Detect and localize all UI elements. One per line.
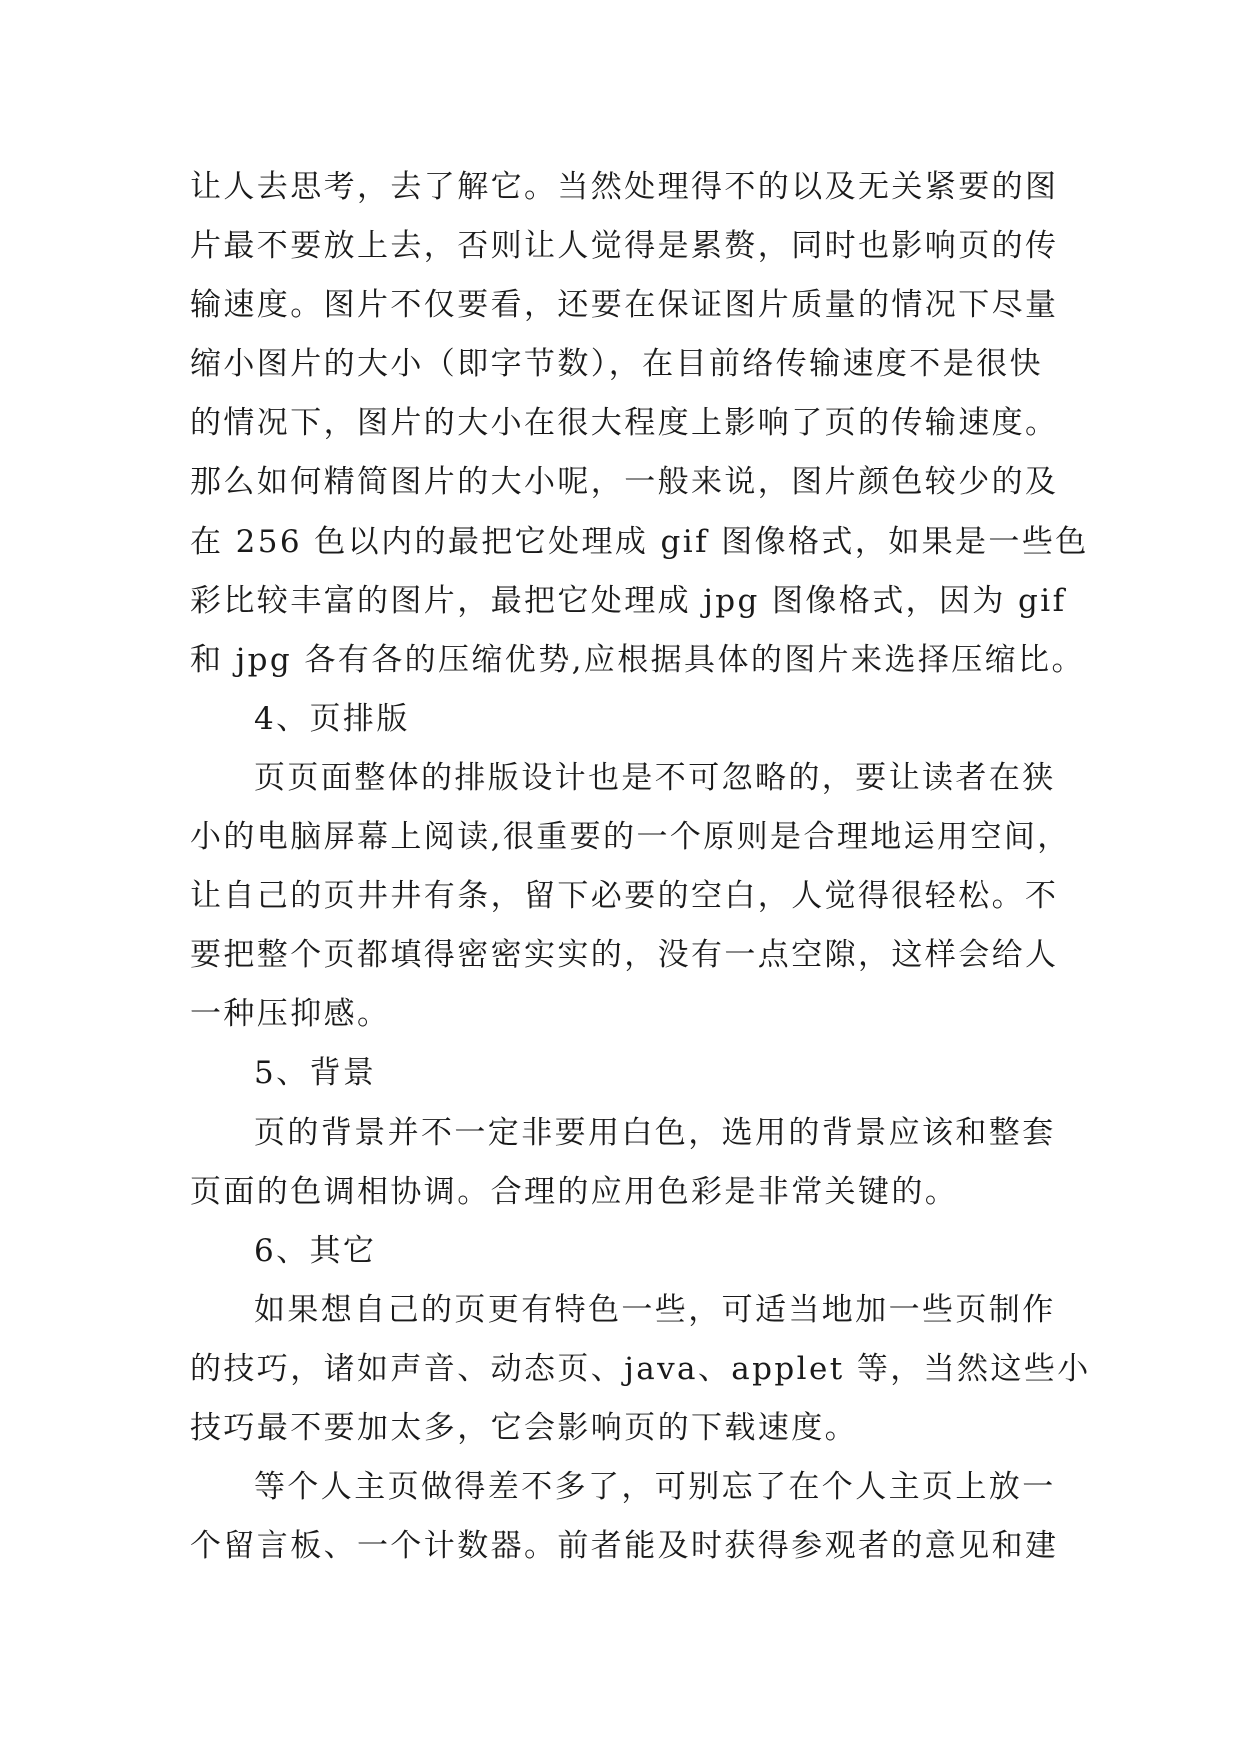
paragraph-first-line: 如果想自己的页更有特色一些，可适当地加一些页制作 — [254, 1291, 1056, 1328]
text-line: 缩小图片的大小（即字节数），在目前络传输速度不是很快 — [190, 346, 1043, 383]
text-line: 小的电脑屏幕上阅读,很重要的一个原则是合理地运用空间， — [190, 819, 1071, 856]
paragraph-first-line: 页的背景并不一定非要用白色，选用的背景应该和整套 — [254, 1114, 1056, 1151]
text-line: 让人去思考，去了解它。当然处理得不的以及无关紧要的图 — [190, 169, 1059, 205]
text-line: 让自己的页井井有条，留下必要的空白，人觉得很轻松。不 — [190, 878, 1059, 915]
section-heading: 6、其它 — [254, 1232, 377, 1269]
text-line: 那么如何精简图片的大小呢，一般来说，图片颜色较少的及 — [190, 464, 1059, 501]
body-text — [190, 158, 1091, 1576]
text-line: 片最不要放上去，否则让人觉得是累赘，同时也影响页的传 — [190, 228, 1059, 265]
paragraph-first-line: 页页面整体的排版设计也是不可忽略的，要让读者在狭 — [254, 759, 1056, 796]
text-line: 的技巧，诸如声音、动态页、java、applet 等，当然这些小 — [190, 1350, 1091, 1387]
text-line: 的情况下，图片的大小在很大程度上影响了页的传输速度。 — [190, 405, 1059, 442]
text-line: 个留言板、一个计数器。前者能及时获得参观者的意见和建 — [190, 1528, 1059, 1565]
paragraph-first-line: 等个人主页做得差不多了，可别忘了在个人主页上放一 — [254, 1469, 1056, 1506]
text-line: 彩比较丰富的图片，最把它处理成 jpg 图像格式，因为 gif — [190, 582, 1067, 619]
text-line: 和 jpg 各有各的压缩优势,应根据具体的图片来选择压缩比。 — [190, 641, 1085, 678]
text-line: 输速度。图片不仅要看，还要在保证图片质量的情况下尽量 — [190, 287, 1059, 324]
text-line: 技巧最不要加太多，它会影响页的下载速度。 — [190, 1409, 858, 1446]
text-line: 一种压抑感。 — [190, 996, 391, 1033]
section-heading: 4、页排版 — [254, 700, 410, 737]
text-line: 页面的色调相协调。合理的应用色彩是非常关键的。 — [190, 1173, 959, 1210]
section-heading: 5、背景 — [254, 1055, 377, 1092]
text-line: 在 256 色以内的最把它处理成 gif 图像格式，如果是一些色 — [190, 523, 1089, 560]
text-line: 要把整个页都填得密密实实的，没有一点空隙，这样会给人 — [190, 937, 1059, 974]
